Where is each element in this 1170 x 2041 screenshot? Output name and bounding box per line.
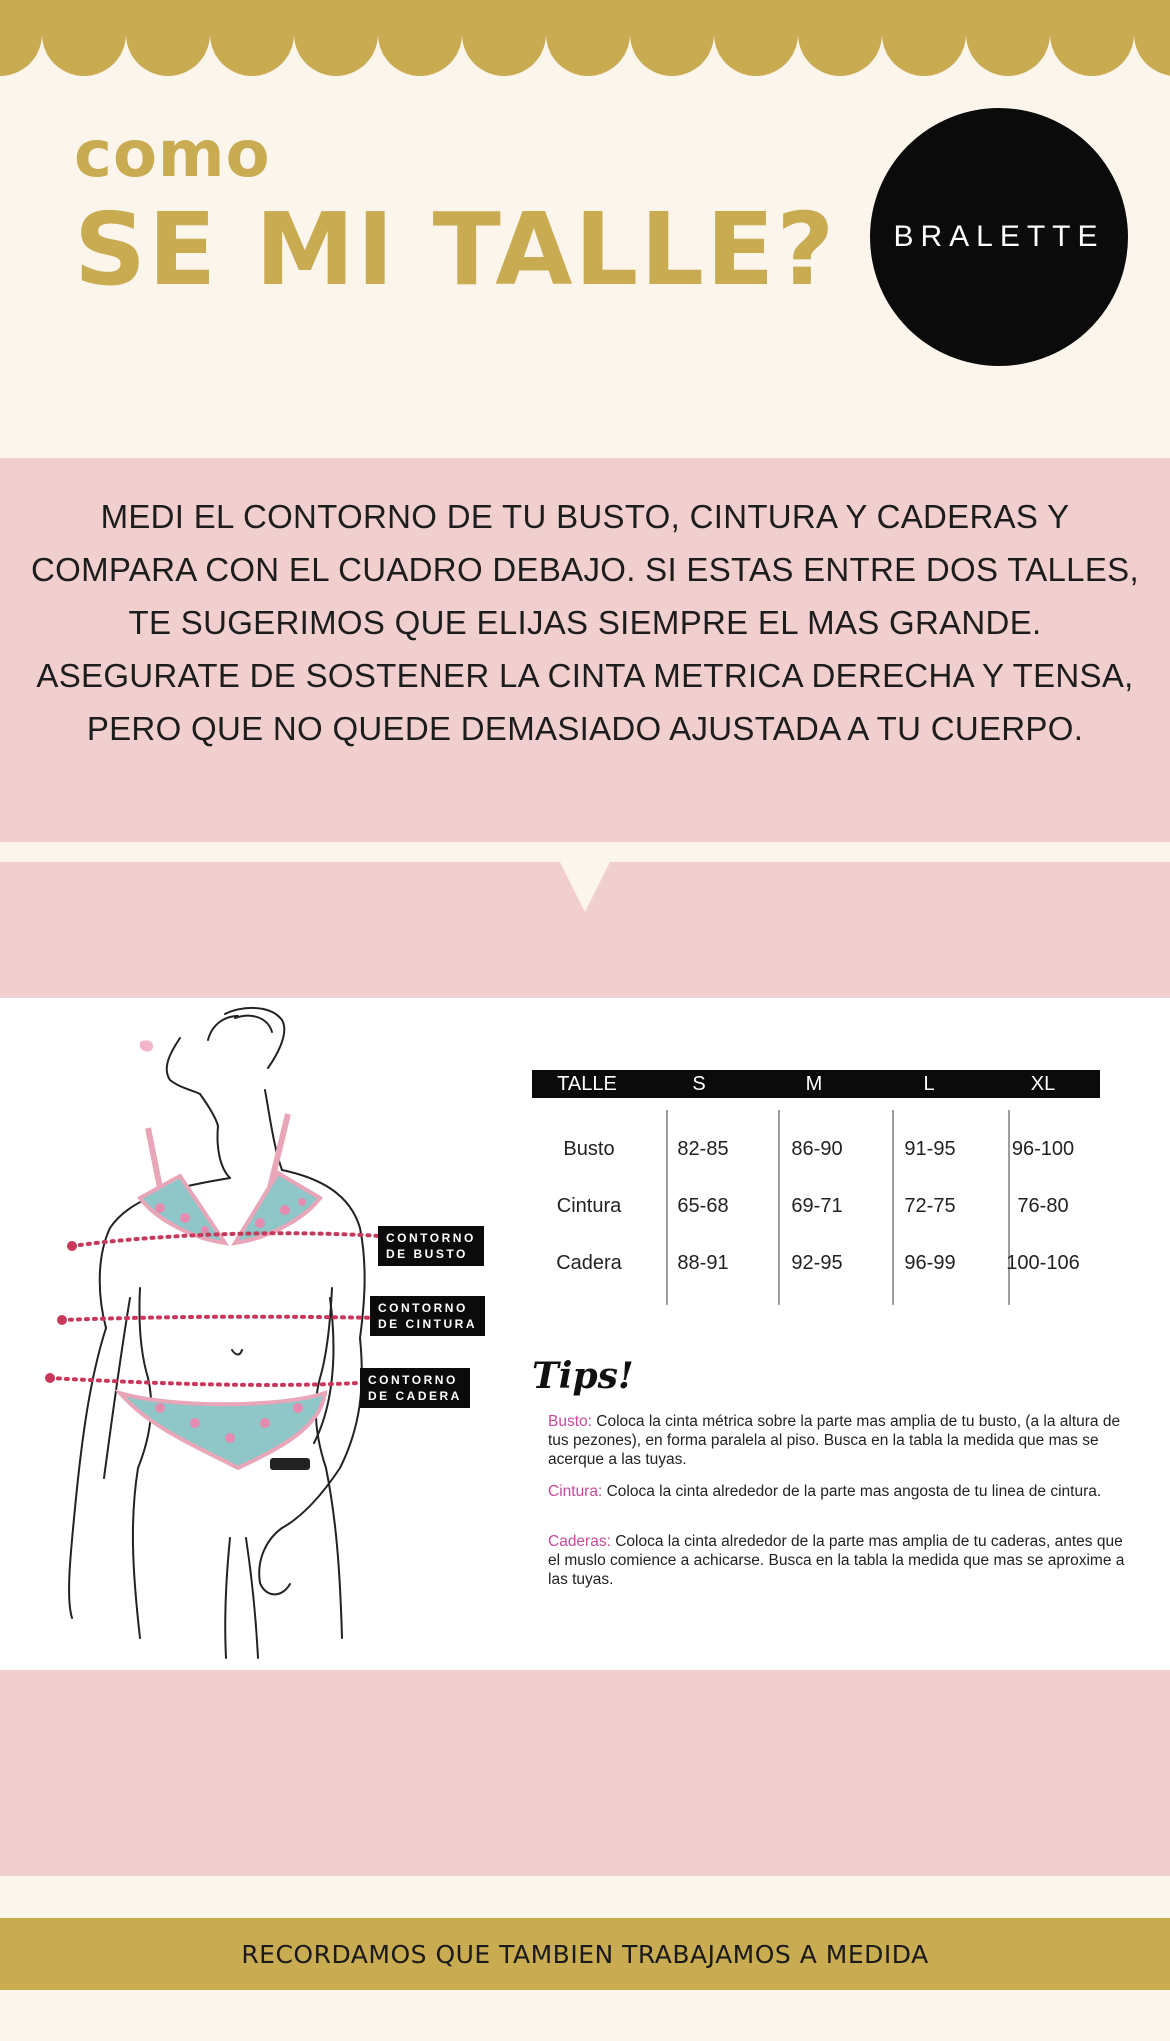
tip-caderas <box>548 1532 1138 1589</box>
cell: 96-99 <box>904 1252 956 1274</box>
lips-icon <box>140 1040 153 1051</box>
header-s: S <box>692 1072 706 1095</box>
table-row <box>532 1252 1100 1275</box>
header-talle: TALLE <box>557 1072 617 1095</box>
tips-title: Tips! <box>532 1355 634 1397</box>
intro-text: MEDI EL CONTORNO DE TU BUSTO, CINTURA Y CADERAS Y COMPARA CON EL CUADRO DEBAJO. SI ESTAS ENTRE DOS TALLES, TE SUGERIMOS QUE ELIJAS SIEMPRE EL MAS GRANDE. ASEGURATE DE SOSTENER LA CINTA METRICA DERECHA Y TENSA, PERO QUE NO QUEDE DEMASIADO AJUSTADA A TU CUERPO. <box>31 498 1139 747</box>
tag-contorno-cadera <box>360 1368 470 1408</box>
cell: 69-71 <box>791 1195 843 1217</box>
tag-contorno-cintura <box>370 1296 485 1336</box>
header-l: L <box>923 1072 935 1095</box>
cell: 86-90 <box>791 1138 843 1160</box>
scalloped-border <box>0 0 1170 90</box>
cell: 91-95 <box>904 1138 956 1160</box>
header-m: M <box>805 1072 823 1095</box>
brand-name: BRALETTE <box>893 220 1105 253</box>
cell: 82-85 <box>677 1138 729 1160</box>
cell: 88-91 <box>677 1252 729 1274</box>
tag-line-1: CONTORNO <box>386 1231 476 1245</box>
bottom-band <box>0 1670 1170 1876</box>
row-label: Cintura <box>556 1195 622 1217</box>
title-small: como <box>74 118 271 192</box>
tip-label: Cintura: <box>548 1483 603 1500</box>
tip-text: Coloca la cinta alrededor de la parte mas angosta de tu linea de cintura. <box>602 1483 1102 1500</box>
cell: 96-100 <box>1011 1138 1075 1160</box>
table-row <box>532 1138 1100 1161</box>
row-label: Busto <box>563 1138 615 1160</box>
tip-text: Coloca la cinta métrica sobre la parte mas amplia de tu busto, (a la altura de tus pezones), en forma paralela al piso. Busca en la tabla la medida que mas se acerque a las tuyas. <box>548 1413 1121 1468</box>
tip-label: Caderas: <box>548 1533 611 1550</box>
size-table-header <box>532 1070 1100 1098</box>
page-title: SE MI TALLE? <box>74 191 837 308</box>
tip-cintura <box>548 1482 1138 1501</box>
brand-logo <box>870 108 1128 366</box>
row-label: Cadera <box>556 1252 622 1274</box>
cell: 72-75 <box>904 1195 956 1217</box>
footer-text: RECORDAMOS QUE TAMBIEN TRABAJAMOS A MEDIDA <box>241 1939 929 1969</box>
tag-line-2: DE CADERA <box>368 1389 462 1403</box>
tag-line-1: CONTORNO <box>368 1373 458 1387</box>
down-arrow-notch <box>560 862 610 912</box>
table-row <box>532 1195 1100 1218</box>
tag-line-1: CONTORNO <box>378 1301 468 1315</box>
tip-label: Busto: <box>548 1413 592 1430</box>
cell: 76-80 <box>1017 1195 1069 1217</box>
tag-line-2: DE BUSTO <box>386 1247 468 1261</box>
tip-busto <box>548 1412 1138 1469</box>
cell: 92-95 <box>791 1252 843 1274</box>
tag-contorno-busto <box>378 1226 484 1266</box>
tip-text: Coloca la cinta alrededor de la parte mas amplia de tu caderas, antes que el muslo comience a achicarse. Busca en la tabla la medida que mas se aproxime a las tuyas. <box>548 1533 1125 1588</box>
cell: 65-68 <box>677 1195 729 1217</box>
cell: 100-106 <box>1006 1252 1080 1274</box>
header-xl: XL <box>1030 1072 1056 1095</box>
tag-line-2: DE CINTURA <box>378 1317 477 1331</box>
